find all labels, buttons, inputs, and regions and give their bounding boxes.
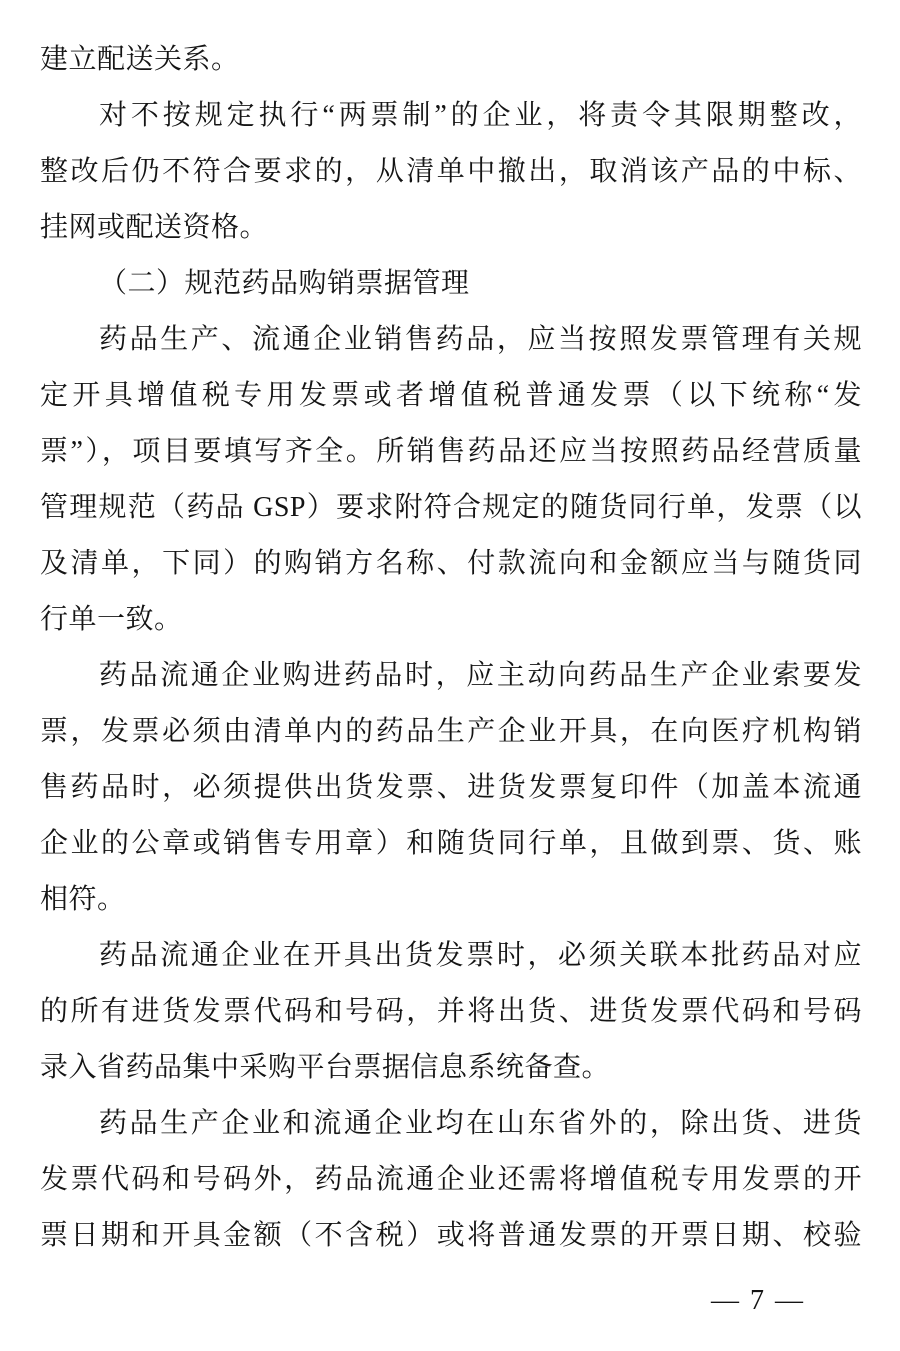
text-line: 整改后仍不符合要求的，从清单中撤出，取消该产品的中标、 (40, 156, 862, 187)
text-line: 票，发票必须由清单内的药品生产企业开具，在向医疗机构销 (40, 716, 862, 747)
text-line: 建立配送关系。 (40, 44, 240, 75)
text-line: 相符。 (40, 884, 126, 915)
text-line: 企业的公章或销售专用章）和随货同行单，且做到票、货、账 (40, 828, 862, 859)
text-line: 药品生产企业和流通企业均在山东省外的，除出货、进货 (99, 1108, 862, 1139)
text-line: 及清单，下同）的购销方名称、付款流向和金额应当与随货同 (40, 548, 862, 579)
text-line: 售药品时，必须提供出货发票、进货发票复印件（加盖本流通 (40, 772, 862, 803)
text-line: 对不按规定执行“两票制”的企业，将责令其限期整改， (99, 100, 862, 131)
text-line: 票日期和开具金额（不含税）或将普通发票的开票日期、校验 (40, 1220, 862, 1251)
document-page (40, 32, 862, 1264)
section-heading: （二）规范药品购销票据管理 (99, 268, 470, 299)
text-line: 的所有进货发票代码和号码，并将出货、进货发票代码和号码 (40, 996, 862, 1027)
text-line: 录入省药品集中采购平台票据信息系统备查。 (40, 1052, 611, 1083)
text-line: 发票代码和号码外，药品流通企业还需将增值税专用发票的开 (40, 1164, 862, 1195)
text-line: 药品流通企业购进药品时，应主动向药品生产企业索要发 (99, 660, 862, 691)
text-line: 管理规范（药品 GSP）要求附符合规定的随货同行单，发票（以 (40, 492, 862, 523)
text-line: 药品流通企业在开具出货发票时，必须关联本批药品对应 (99, 940, 862, 971)
text-line: 挂网或配送资格。 (40, 212, 269, 243)
text-line: 定开具增值税专用发票或者增值税普通发票（以下统称“发 (40, 380, 862, 411)
text-line: 票”），项目要填写齐全。所销售药品还应当按照药品经营质量 (40, 436, 862, 467)
text-line: 行单一致。 (40, 604, 183, 635)
text-line: 药品生产、流通企业销售药品，应当按照发票管理有关规 (99, 324, 862, 355)
page-number: — 7 — (711, 1285, 805, 1316)
